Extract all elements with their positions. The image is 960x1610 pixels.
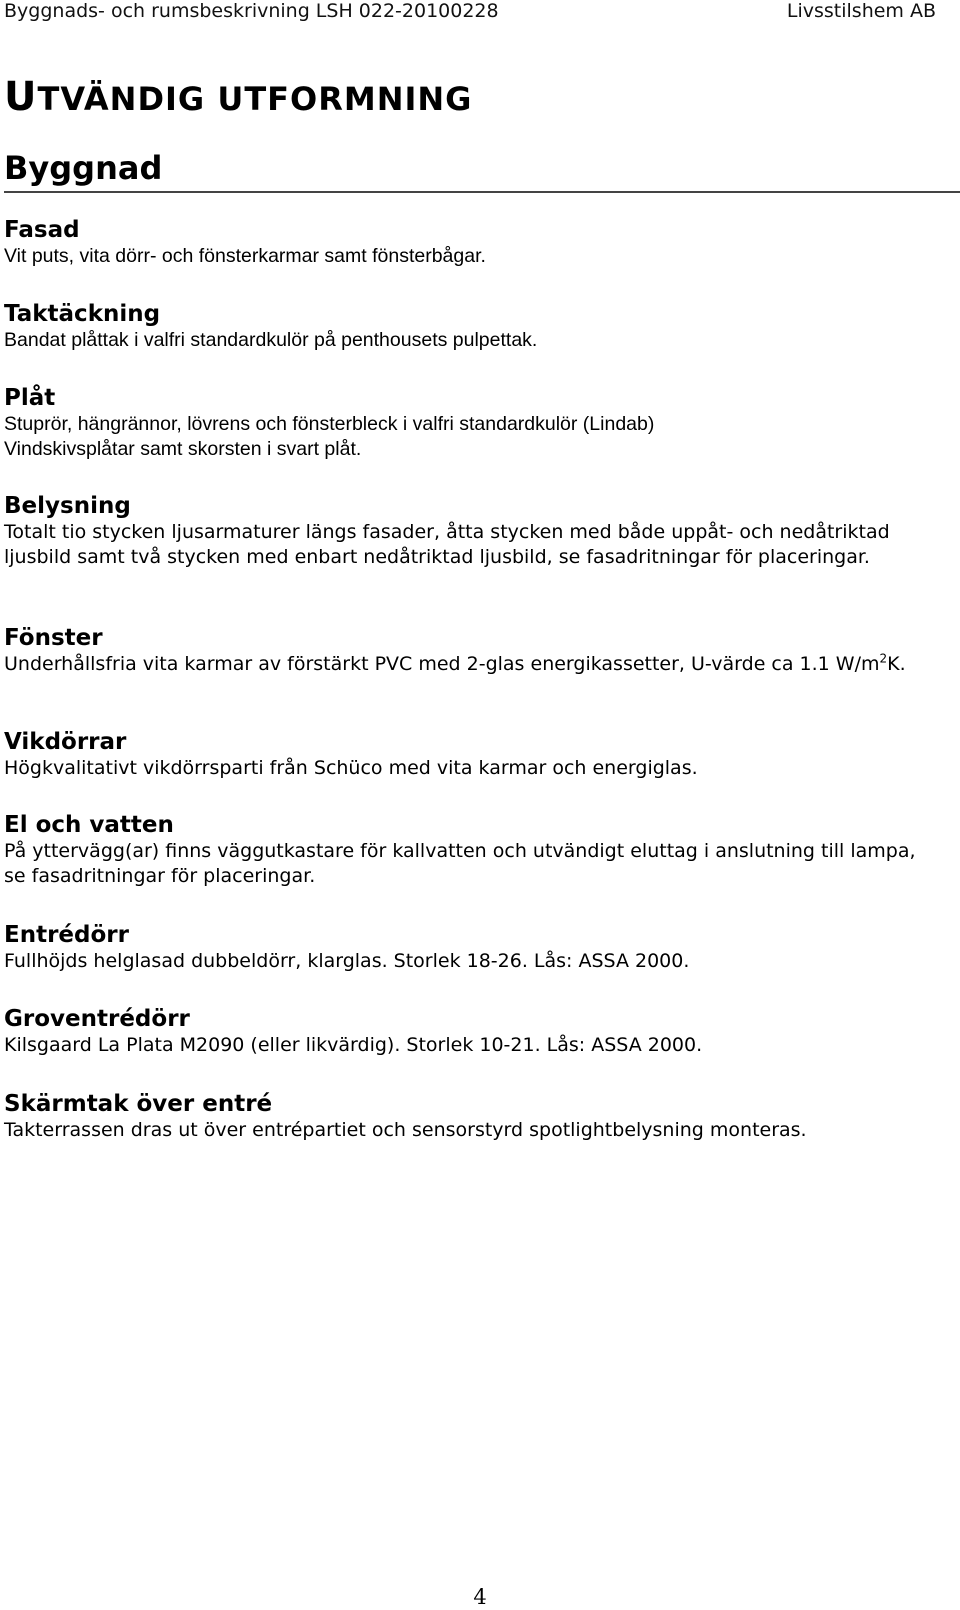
heading-el-och-vatten: El och vatten [4,812,174,838]
text-entredorr: Fullhöjds helglasad dubbeldörr, klarglas. Storlek 18-26. Lås: ASSA 2000. [4,950,690,972]
chapter-title-initial: U [4,74,38,120]
heading-belysning: Belysning [4,493,131,519]
text-fonster-superscript: 2 [879,651,888,666]
chapter-title-rest: TVÄNDIG UTFORMNING [37,80,473,118]
text-fonster [4,652,942,677]
heading-fonster: Fönster [4,625,103,651]
section-entredorr [4,921,942,974]
text-belysning: Totalt tio stycken ljusarmaturer längs fasader, åtta stycken med både uppåt- och nedåtriktad ljusbild samt två stycken med enbart nedåtriktad ljusbild, se fasadritningar för placeringar. [4,521,890,568]
section-belysning [4,492,942,570]
heading-fasad: Fasad [4,217,80,243]
heading-entredorr: Entrédörr [4,922,129,948]
text-taktackning: Bandat plåttak i valfri standardkulör på penthousets pulpettak. [4,329,538,351]
heading-plat: Plåt [4,385,56,411]
document-title: Byggnads- och rumsbeskrivning LSH 022-20100228 [4,0,499,22]
heading-skarmtak: Skärmtak över entré [4,1091,273,1117]
text-plat-line1: Stuprör, hängrännor, lövrens och fönsterbleck i valfri standardkulör (Lindab) [4,413,655,435]
text-fasad: Vit puts, vita dörr- och fönsterkarmar samt fönsterbågar. [4,245,486,267]
section-vikdorrar [4,728,942,781]
heading-taktackning: Taktäckning [4,301,161,327]
section-title: Byggnad [4,146,960,193]
heading-vikdorrar: Vikdörrar [4,729,127,755]
page-number: 4 [473,1585,487,1609]
chapter-title [4,74,472,122]
section-el-och-vatten [4,811,942,889]
section-taktackning [4,300,942,353]
text-fonster-unit: K. [887,653,906,675]
section-plat [4,384,942,462]
text-el-och-vatten: På yttervägg(ar) finns väggutkastare för kallvatten och utvändigt eluttag i anslutning till lampa, se fasadritningar för placeringar. [4,840,916,887]
text-groventredorr: Kilsgaard La Plata M2090 (eller likvärdig). Storlek 10-21. Lås: ASSA 2000. [4,1034,703,1056]
section-fonster [4,624,942,677]
section-groventredorr [4,1005,942,1058]
section-fasad [4,216,942,269]
page-header [4,0,936,22]
section-skarmtak [4,1090,942,1143]
text-fonster-main: Underhållsfria vita karmar av förstärkt PVC med 2-glas energikassetter, U-värde ca 1.1 W/m [4,653,880,675]
heading-groventredorr: Groventrédörr [4,1006,190,1032]
text-skarmtak: Takterrassen dras ut över entrépartiet och sensorstyrd spotlightbelysning monteras. [4,1119,807,1141]
text-plat-line2: Vindskivsplåtar samt skorsten i svart plåt. [4,438,362,460]
company-name: Livsstilshem AB [786,0,936,22]
text-vikdorrar: Högkvalitativt vikdörrsparti från Schüco med vita karmar och energiglas. [4,757,698,779]
